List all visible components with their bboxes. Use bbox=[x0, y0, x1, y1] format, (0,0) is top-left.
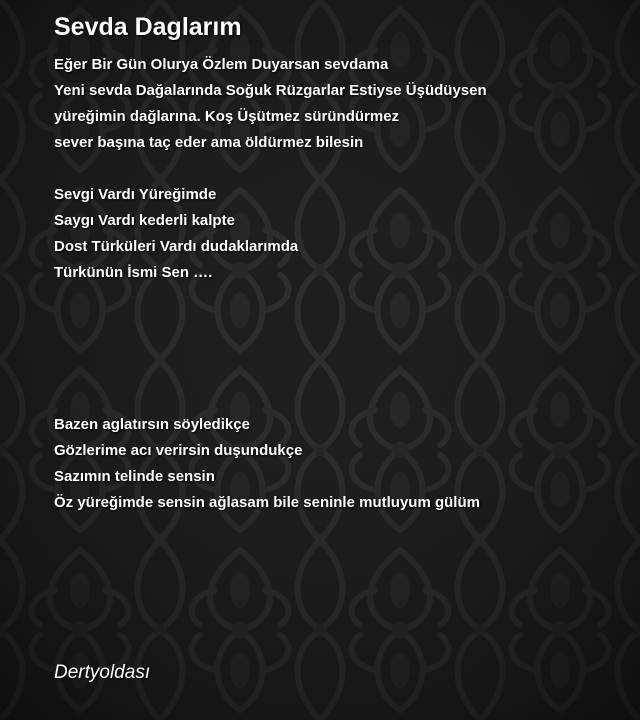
poem-line: Bazen aglatırsın söyledikçe bbox=[54, 416, 250, 433]
poem-line: sever başına taç eder ama öldürmez bilesin bbox=[54, 134, 364, 151]
stanza-3 bbox=[54, 412, 480, 516]
poem-line: Dost Türküleri Vardı dudaklarımda bbox=[54, 238, 299, 255]
stanza-1 bbox=[54, 52, 487, 156]
poem-line: Eğer Bir Gün Olurya Özlem Duyarsan sevdama bbox=[54, 56, 389, 73]
stanza-2 bbox=[54, 182, 298, 286]
poem-title: Sevda Daglarım bbox=[54, 13, 242, 41]
poem-line: Yeni sevda Dağalarında Soğuk Rüzgarlar Estiyse Üşüdüysen bbox=[54, 82, 487, 99]
poem-line: Saygı Vardı kederli kalpte bbox=[54, 212, 235, 229]
poem-line: Türkünün İsmi Sen …. bbox=[54, 264, 213, 281]
poem-line: Sazımın telinde sensin bbox=[54, 468, 215, 485]
poem-author: Dertyoldası bbox=[54, 662, 151, 683]
poem-line: Gözlerime acı verirsin duşundukçe bbox=[54, 442, 303, 459]
poem-line: yüreğimin dağlarına. Koş Üşütmez süründürmez bbox=[54, 108, 400, 125]
poem-line: Öz yüreğimde sensin ağlasam bile seninle mutluyum gülüm bbox=[54, 494, 480, 511]
poem-line: Sevgi Vardı Yüreğimde bbox=[54, 186, 217, 203]
